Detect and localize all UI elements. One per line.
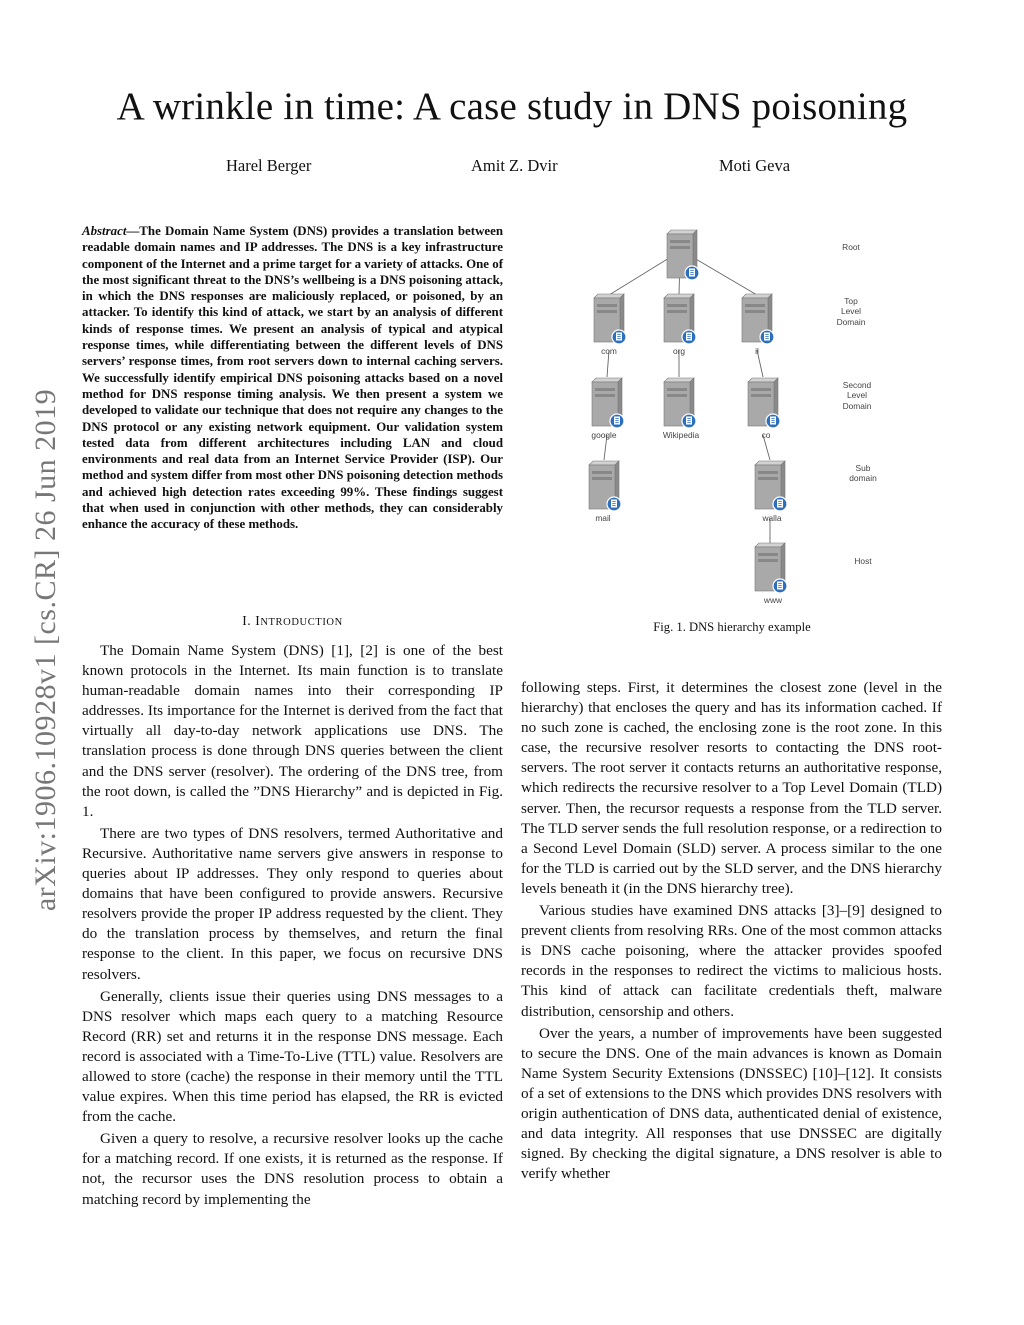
author-2: Amit Z. Dvir xyxy=(471,156,558,175)
server-label-google: google xyxy=(591,430,617,440)
server-mail-icon xyxy=(589,461,621,511)
paragraph: Various studies have examined DNS attacks [3]–[9] designed to prevent clients from resolving RRs. One of the most common attacks is DNS cache poisoning, where the attacker provides spoofed records in the responses to redirect the victims to malicious hosts. This kind of attack can facilitate credentials theft, malware distribution, censorship and others. xyxy=(521,902,942,1020)
author-3: Moti Geva xyxy=(719,156,791,175)
server-google-icon xyxy=(592,378,624,428)
paragraph: Given a query to resolve, a recursive resolver looks up the cache for a matching record. If one exists, it is returned as the response. If not, the recursor uses the DNS resolution process to obtain a matching record by implementing the xyxy=(82,1130,503,1208)
server-label-mail: mail xyxy=(595,513,611,523)
level-label-root: Root xyxy=(842,242,860,252)
server-il-icon xyxy=(742,294,774,344)
server-label-walla: walla xyxy=(762,513,782,523)
paragraph: Generally, clients issue their queries using DNS messages to a DNS resolver which maps each query to a matching Resource Record (RR) set and returns it in the response DNS message. Each record is associated with a Time-To-Live (TTL) value. Resolvers are allowed to store (cache) the response in their memory until the TTL value expires. When this time period has elapsed, the RR is evicted from the cache. xyxy=(82,987,503,1126)
server-label-www: www xyxy=(763,595,783,605)
server-www-icon xyxy=(755,543,787,593)
section-initial: I xyxy=(255,613,261,628)
level-label-sld-line: Second xyxy=(842,380,872,390)
server-walla-icon xyxy=(755,461,787,511)
server-wikipedia-icon xyxy=(664,378,696,428)
server-co-icon xyxy=(748,378,780,428)
figure-caption: Fig. 1. DNS hierarchy example xyxy=(653,620,811,634)
server-label-com: com xyxy=(601,346,617,356)
server-com-icon xyxy=(594,294,626,344)
arxiv-sidenote xyxy=(6,360,86,940)
server-root-icon xyxy=(667,230,699,280)
paragraph: There are two types of DNS resolvers, termed Authoritative and Recursive. Authoritative name servers give answers in response to queries about IP addresses. They only respond to queries about domains that have been configured to provide answers. Recursive resolvers provide the proper IP address requested by the client. They do the translation process by themselves, and return the final response to the client. In this paper, we focus on recursive DNS resolvers. xyxy=(82,824,503,983)
paragraph: Over the years, a number of improvements have been suggested to secure the DNS. One of the main advances is known as Domain Name System Security Extensions (DNSSEC) [10]–[12]. It consists of a set of extensions to the DNS which provides DNS resolvers with origin authentication of DNS data, authenticated denial of existence, and data integrity. All responses that use DNSSEC are digitally signed. By checking the digital signature, a DNS resolver is able to verify whether xyxy=(521,1024,942,1183)
paragraph: following steps. First, it determines the closest zone (level in the hierarchy) that encloses the query and has its information cached. If no such zone is cached, the enclosing zone is the root zone. In this case, the recursive resolver resorts to contacting the DNS root-servers. The root server it contacts returns an authoritative response, which redirects the recursive resolver to a Top Level Domain (TLD) server. Then, the recursor requests a response from the TLD server. The TLD server sends the full resolution response, or a redirection to a Second Level Domain (SLD) server. A process similar to the one for the TLD is carried out by the SLD server, and the DNS hierarchy levels beneath it (in the DNS hierarchy tree). xyxy=(521,679,942,897)
server-org-icon xyxy=(664,294,696,344)
level-label-tld-line: Top xyxy=(844,296,858,306)
level-label-sld-line: Level xyxy=(846,390,868,400)
level-label-host: Host xyxy=(854,556,872,566)
level-label-tld-line: Level xyxy=(840,306,862,316)
server-label-co: co xyxy=(761,430,771,440)
abstract-body: —The Domain Name System (DNS) provides a translation between readable domain names and IP addresses. The DNS is a key infrastructure component of the Internet and a prime target for a variety of attacks. One of the most significant threat to the DNS’s wellbeing is a DNS poisoning attack, in which the DNS responses are maliciously replaced, or poisoned, by an attacker. To identify this kind of attack, we start by an analysis of different kinds of response times. We present an analysis of typical and atypical response times, while differentiating between the different levels of DNS servers’ response times, from root servers down to internal caching servers. We successfully identify empirical DNS poisoning attacks based on a novel method for DNS response timing analysis. We then present a system we developed to validate our technique that does not require any changes to the DNS protocol or any existing network equipment. Our validation system tested data from different architectures including LAN and cloud environments and real data from an Internet Service Provider (ISP). Our method and system differ from most other DNS poisoning detection methods and achieved high detection rates exceeding 99%. These findings suggest that when used in conjunction with other methods, they can considerably enhance the accuracy of these methods. xyxy=(82,224,503,532)
server-label-wikipedia: Wikipedia xyxy=(662,430,700,440)
level-label-sub-line: Sub xyxy=(855,463,871,473)
left-column-body xyxy=(82,641,503,1210)
arxiv-id: arXiv:1906.10928v1 [cs.CR] 26 Jun 2019 xyxy=(29,388,62,912)
abstract xyxy=(82,223,503,533)
level-label-sld-line: Domain xyxy=(842,401,872,411)
author-1: Harel Berger xyxy=(226,156,312,175)
server-label-org: org xyxy=(672,346,686,356)
paragraph: The Domain Name System (DNS) [1], [2] is one of the best known protocols in the Internet. Its main function is to translate human-readable domain names into their corresponding IP addresses. Its importance for the Internet is derived from the fact that virtually all day-to-day network applications use DNS. The translation process is done through DNS queries between the client and the DNS server (resolver). The ordering of the DNS tree, from the root down, is called the ”DNS Hierarchy” and is depicted in Fig. 1. xyxy=(82,642,503,820)
paper-title: A wrinkle in time: A case study in DNS poisoning xyxy=(116,85,908,128)
abstract-label: Abstract xyxy=(82,224,127,238)
level-label-tld-line: Domain xyxy=(836,317,866,327)
right-column-body xyxy=(521,678,942,1184)
section-title-rest: NTRODUCTION xyxy=(260,617,343,628)
dns-hierarchy-figure xyxy=(560,215,900,610)
server-label-il: il xyxy=(755,346,759,356)
section-heading-introduction xyxy=(82,613,503,629)
section-number: I. xyxy=(242,613,252,628)
level-label-sub-line: domain xyxy=(849,473,877,483)
